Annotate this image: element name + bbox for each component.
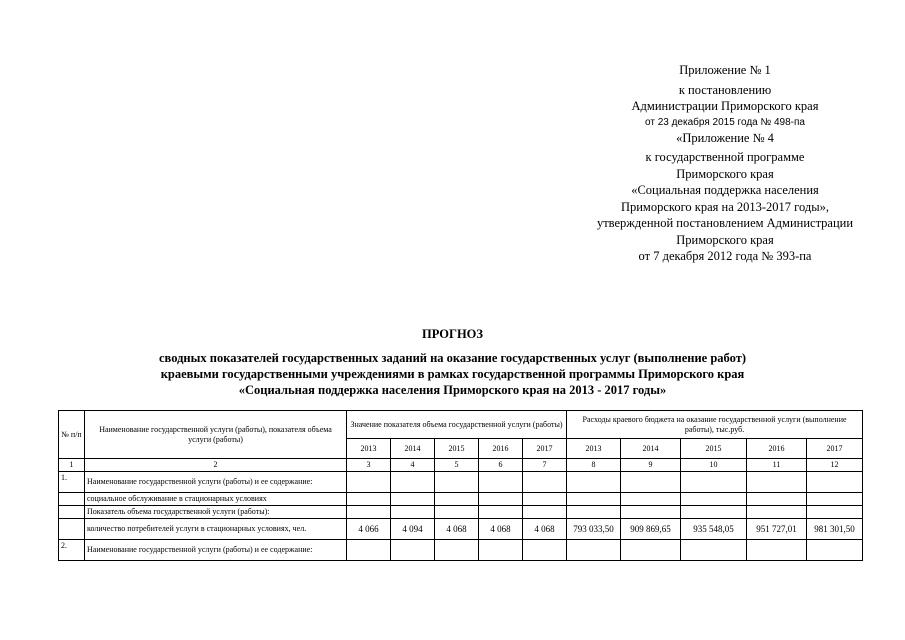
value-cell: [807, 540, 863, 561]
value-cell: [621, 472, 681, 493]
value-cell: [747, 472, 807, 493]
row-num: [59, 519, 85, 540]
header-budget-group: Расходы краевого бюджета на оказание государственной услуги (выполнение работы), тыс.руб.: [567, 411, 863, 439]
value-cell: 909 869,65: [621, 519, 681, 540]
value-cell: [391, 472, 435, 493]
value-cell: [435, 493, 479, 506]
value-cell: [681, 472, 747, 493]
title-line: краевыми государственными учреждениями в рамках государственной программы Приморского края: [160, 367, 745, 381]
value-cell: [347, 493, 391, 506]
column-number: 1: [59, 459, 85, 472]
value-cell: [435, 506, 479, 519]
row-num: [59, 493, 85, 506]
header-year: 2013: [347, 439, 391, 459]
document-title: [0, 326, 905, 398]
column-number: 9: [621, 459, 681, 472]
value-cell: [747, 506, 807, 519]
column-number: 3: [347, 459, 391, 472]
appendix-line: от 7 декабря 2012 года № 393-па: [638, 249, 812, 263]
value-cell: [391, 540, 435, 561]
value-cell: 4 066: [347, 519, 391, 540]
header-name: Наименование государственной услуги (работы), показателя объема услуги (работы): [85, 411, 347, 459]
value-cell: [807, 493, 863, 506]
column-number: 8: [567, 459, 621, 472]
row-name: Наименование государственной услуги (работы) и ее содержание:: [85, 472, 347, 493]
value-cell: 4 068: [479, 519, 523, 540]
value-cell: [479, 506, 523, 519]
value-cell: [435, 472, 479, 493]
value-cell: [479, 540, 523, 561]
value-cell: [681, 540, 747, 561]
header-year: 2013: [567, 439, 621, 459]
row-name: количество потребителей услуги в стационарных условиях, чел.: [85, 519, 347, 540]
value-cell: [479, 493, 523, 506]
value-cell: [523, 493, 567, 506]
table-row: [59, 519, 863, 540]
value-cell: [479, 472, 523, 493]
table-row: [59, 493, 863, 506]
row-num: 2.: [59, 540, 85, 561]
value-cell: 4 068: [523, 519, 567, 540]
column-number: 6: [479, 459, 523, 472]
appendix-line: утвержденной постановлением Администрации: [596, 216, 854, 230]
value-cell: [567, 493, 621, 506]
value-cell: 935 548,05: [681, 519, 747, 540]
value-cell: [567, 506, 621, 519]
value-cell: [681, 506, 747, 519]
column-number: 2: [85, 459, 347, 472]
value-cell: [347, 506, 391, 519]
column-number: 11: [747, 459, 807, 472]
column-number: 10: [681, 459, 747, 472]
row-num: [59, 506, 85, 519]
value-cell: [621, 540, 681, 561]
value-cell: 951 727,01: [747, 519, 807, 540]
header-year: 2015: [681, 439, 747, 459]
row-name: социальное обслуживание в стационарных условиях: [85, 493, 347, 506]
value-cell: [807, 472, 863, 493]
header-year: 2015: [435, 439, 479, 459]
header-num: № п/п: [59, 411, 85, 459]
appendix-line: к постановлению: [678, 82, 772, 97]
column-number: 4: [391, 459, 435, 472]
appendix-line: Администрации Приморского края: [631, 99, 819, 113]
value-cell: [391, 493, 435, 506]
value-cell: [523, 540, 567, 561]
value-cell: [523, 472, 567, 493]
header-year: 2016: [747, 439, 807, 459]
header-year: 2016: [479, 439, 523, 459]
title-line: сводных показателей государственных заданий на оказание государственных услуг (выполнение работ): [159, 351, 746, 365]
appendix-line: Приморского края: [676, 166, 774, 181]
appendix-line: Приложение № 1: [679, 63, 771, 77]
row-name: Показатель объема государственной услуги (работы):: [85, 506, 347, 519]
value-cell: [347, 540, 391, 561]
appendix-line: к государственной программе: [645, 150, 805, 164]
column-number: 5: [435, 459, 479, 472]
appendix-line: «Социальная поддержка населения: [631, 183, 819, 197]
value-cell: 793 033,50: [567, 519, 621, 540]
value-cell: [621, 493, 681, 506]
column-number: 7: [523, 459, 567, 472]
header-year: 2014: [391, 439, 435, 459]
value-cell: [747, 540, 807, 561]
row-num: 1.: [59, 472, 85, 493]
value-cell: 4 068: [435, 519, 479, 540]
value-cell: [567, 472, 621, 493]
row-name: Наименование государственной услуги (работы) и ее содержание:: [85, 540, 347, 561]
value-cell: [347, 472, 391, 493]
header-year: 2014: [621, 439, 681, 459]
column-number: 12: [807, 459, 863, 472]
appendix-line: Приморского края: [676, 232, 774, 247]
header-volume-group: Значение показателя объема государственной услуги (работы): [347, 411, 567, 439]
value-cell: 4 094: [391, 519, 435, 540]
value-cell: [681, 493, 747, 506]
value-cell: [567, 540, 621, 561]
value-cell: [807, 506, 863, 519]
value-cell: [435, 540, 479, 561]
table-row: [59, 506, 863, 519]
appendix-line: Приморского края на 2013-2017 годы»,: [620, 199, 830, 214]
column-number-row: [59, 459, 863, 472]
appendix-block: [560, 62, 890, 265]
appendix-decree-line: от 23 декабря 2015 года № 498-па: [645, 116, 805, 128]
table-row: [59, 540, 863, 561]
appendix-line: «Приложение № 4: [676, 130, 774, 145]
value-cell: [391, 506, 435, 519]
value-cell: [523, 506, 567, 519]
value-cell: [621, 506, 681, 519]
header-year: 2017: [807, 439, 863, 459]
header-year: 2017: [523, 439, 567, 459]
value-cell: 981 301,50: [807, 519, 863, 540]
value-cell: [747, 493, 807, 506]
title-line: «Социальная поддержка населения Приморского края на 2013 - 2017 годы»: [238, 383, 667, 397]
forecast-table: [58, 410, 863, 561]
title-main: ПРОГНОЗ: [421, 327, 483, 341]
table-row: [59, 472, 863, 493]
